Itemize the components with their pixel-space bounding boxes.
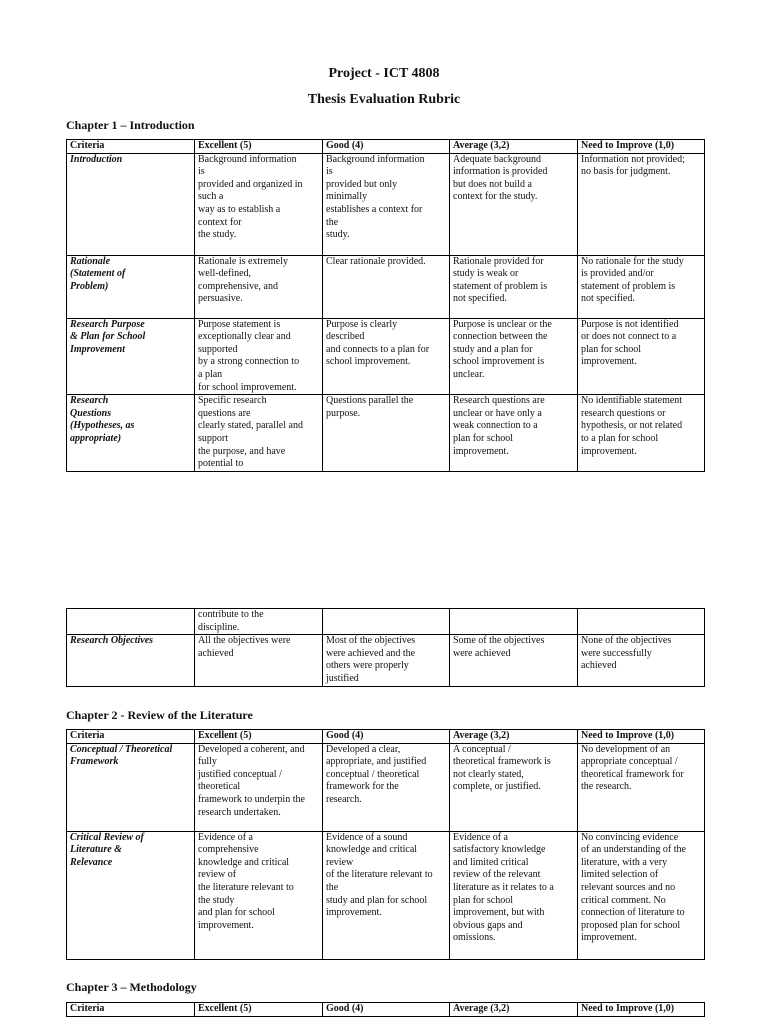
criteria-cell: Conceptual / Theoretical Framework bbox=[67, 743, 195, 831]
column-header-criteria: Criteria bbox=[67, 140, 195, 154]
column-header-improve: Need to Improve (1,0) bbox=[578, 730, 705, 744]
column-header-average: Average (3,2) bbox=[450, 1003, 578, 1017]
excellent-cell: Rationale is extremely well-defined, comprehensive, and persuasive. bbox=[195, 255, 323, 318]
table-header-row bbox=[67, 1003, 705, 1017]
good-cell: Clear rationale provided. bbox=[323, 255, 450, 318]
table-row bbox=[67, 609, 705, 635]
column-header-average: Average (3,2) bbox=[450, 730, 578, 744]
average-cell: Research questions are unclear or have only a weak connection to a plan for school improvement. bbox=[450, 395, 578, 472]
good-cell: Background information is provided but only minimally establishes a context for the study. bbox=[323, 153, 450, 255]
excellent-cell: Evidence of a comprehensive knowledge and critical review of the literature relevant to the study and plan for school improvement. bbox=[195, 831, 323, 959]
column-header-criteria: Criteria bbox=[67, 730, 195, 744]
table-header-row bbox=[67, 140, 705, 154]
column-header-average: Average (3,2) bbox=[450, 140, 578, 154]
criteria-cell: Research Purpose & Plan for School Improvement bbox=[67, 318, 195, 395]
chapter1-heading: Chapter 1 – Introduction bbox=[66, 118, 195, 132]
chapter1-rubric-table bbox=[66, 139, 705, 472]
excellent-cell: Purpose statement is exceptionally clear and supported by a strong connection to a plan for school improvement. bbox=[195, 318, 323, 395]
column-header-improve: Need to Improve (1,0) bbox=[578, 140, 705, 154]
improve-cell: None of the objectives were successfully achieved bbox=[578, 635, 705, 687]
improve-cell: Purpose is not identified or does not connect to a plan for school improvement. bbox=[578, 318, 705, 395]
average-cell: Rationale provided for study is weak or statement of problem is not specified. bbox=[450, 255, 578, 318]
excellent-cell: Background information is provided and organized in such a way as to establish a context for the study. bbox=[195, 153, 323, 255]
column-header-excellent: Excellent (5) bbox=[195, 730, 323, 744]
criteria-cell: Critical Review of Literature & Relevance bbox=[67, 831, 195, 959]
chapter3-heading: Chapter 3 – Methodology bbox=[66, 980, 197, 994]
document-title: Project - ICT 4808 bbox=[328, 66, 440, 81]
improve-cell: No development of an appropriate conceptual / theoretical framework for the research. bbox=[578, 743, 705, 831]
good-cell: Questions parallel the purpose. bbox=[323, 395, 450, 472]
improve-cell: Information not provided; no basis for judgment. bbox=[578, 153, 705, 255]
column-header-good: Good (4) bbox=[323, 1003, 450, 1017]
column-header-improve: Need to Improve (1,0) bbox=[578, 1003, 705, 1017]
improve-cell bbox=[578, 609, 705, 635]
criteria-cell bbox=[67, 609, 195, 635]
column-header-good: Good (4) bbox=[323, 730, 450, 744]
criteria-cell: Research Objectives bbox=[67, 635, 195, 687]
improve-cell: No identifiable statement research questions or hypothesis, or not related to a plan for school improvement. bbox=[578, 395, 705, 472]
average-cell: Some of the objectives were achieved bbox=[450, 635, 578, 687]
excellent-cell: Developed a coherent, and fully justified conceptual / theoretical framework to underpin the research undertaken. bbox=[195, 743, 323, 831]
good-cell: Evidence of a sound knowledge and critical review of the literature relevant to the study and plan for school improvement. bbox=[323, 831, 450, 959]
good-cell bbox=[323, 609, 450, 635]
table-row bbox=[67, 831, 705, 959]
criteria-cell: Introduction bbox=[67, 153, 195, 255]
chapter2-rubric-table bbox=[66, 729, 705, 960]
table-row bbox=[67, 395, 705, 472]
table-row bbox=[67, 153, 705, 255]
table-header-row bbox=[67, 730, 705, 744]
improve-cell: No rationale for the study is provided and/or statement of problem is not specified. bbox=[578, 255, 705, 318]
excellent-cell: Specific research questions are clearly stated, parallel and support the purpose, and have potential to bbox=[195, 395, 323, 472]
good-cell: Most of the objectives were achieved and the others were properly justified bbox=[323, 635, 450, 687]
excellent-cell: All the objectives were achieved bbox=[195, 635, 323, 687]
column-header-criteria: Criteria bbox=[67, 1003, 195, 1017]
average-cell: Evidence of a satisfactory knowledge and limited critical review of the relevant literature as it relates to a plan for school improvement, but with obvious gaps and omissions. bbox=[450, 831, 578, 959]
average-cell bbox=[450, 609, 578, 635]
improve-cell: No convincing evidence of an understanding of the literature, with a very limited selection of relevant sources and no critical comment. No connection of literature to proposed plan for school improvement. bbox=[578, 831, 705, 959]
criteria-cell: Research Questions (Hypotheses, as appropriate) bbox=[67, 395, 195, 472]
table-row bbox=[67, 255, 705, 318]
table-row bbox=[67, 743, 705, 831]
column-header-excellent: Excellent (5) bbox=[195, 1003, 323, 1017]
average-cell: Adequate background information is provided but does not build a context for the study. bbox=[450, 153, 578, 255]
excellent-cell: contribute to the discipline. bbox=[195, 609, 323, 635]
average-cell: Purpose is unclear or the connection between the study and a plan for school improvement is unclear. bbox=[450, 318, 578, 395]
column-header-good: Good (4) bbox=[323, 140, 450, 154]
chapter1-rubric-table-continued bbox=[66, 608, 705, 687]
chapter3-rubric-table bbox=[66, 1002, 705, 1017]
document-subtitle: Thesis Evaluation Rubric bbox=[307, 92, 461, 107]
average-cell: A conceptual / theoretical framework is not clearly stated, complete, or justified. bbox=[450, 743, 578, 831]
table-row bbox=[67, 635, 705, 687]
table-row bbox=[67, 318, 705, 395]
criteria-cell: Rationale (Statement of Problem) bbox=[67, 255, 195, 318]
good-cell: Developed a clear, appropriate, and justified conceptual / theoretical framework for the research. bbox=[323, 743, 450, 831]
chapter2-heading: Chapter 2 - Review of the Literature bbox=[66, 708, 253, 722]
column-header-excellent: Excellent (5) bbox=[195, 140, 323, 154]
good-cell: Purpose is clearly described and connects to a plan for school improvement. bbox=[323, 318, 450, 395]
